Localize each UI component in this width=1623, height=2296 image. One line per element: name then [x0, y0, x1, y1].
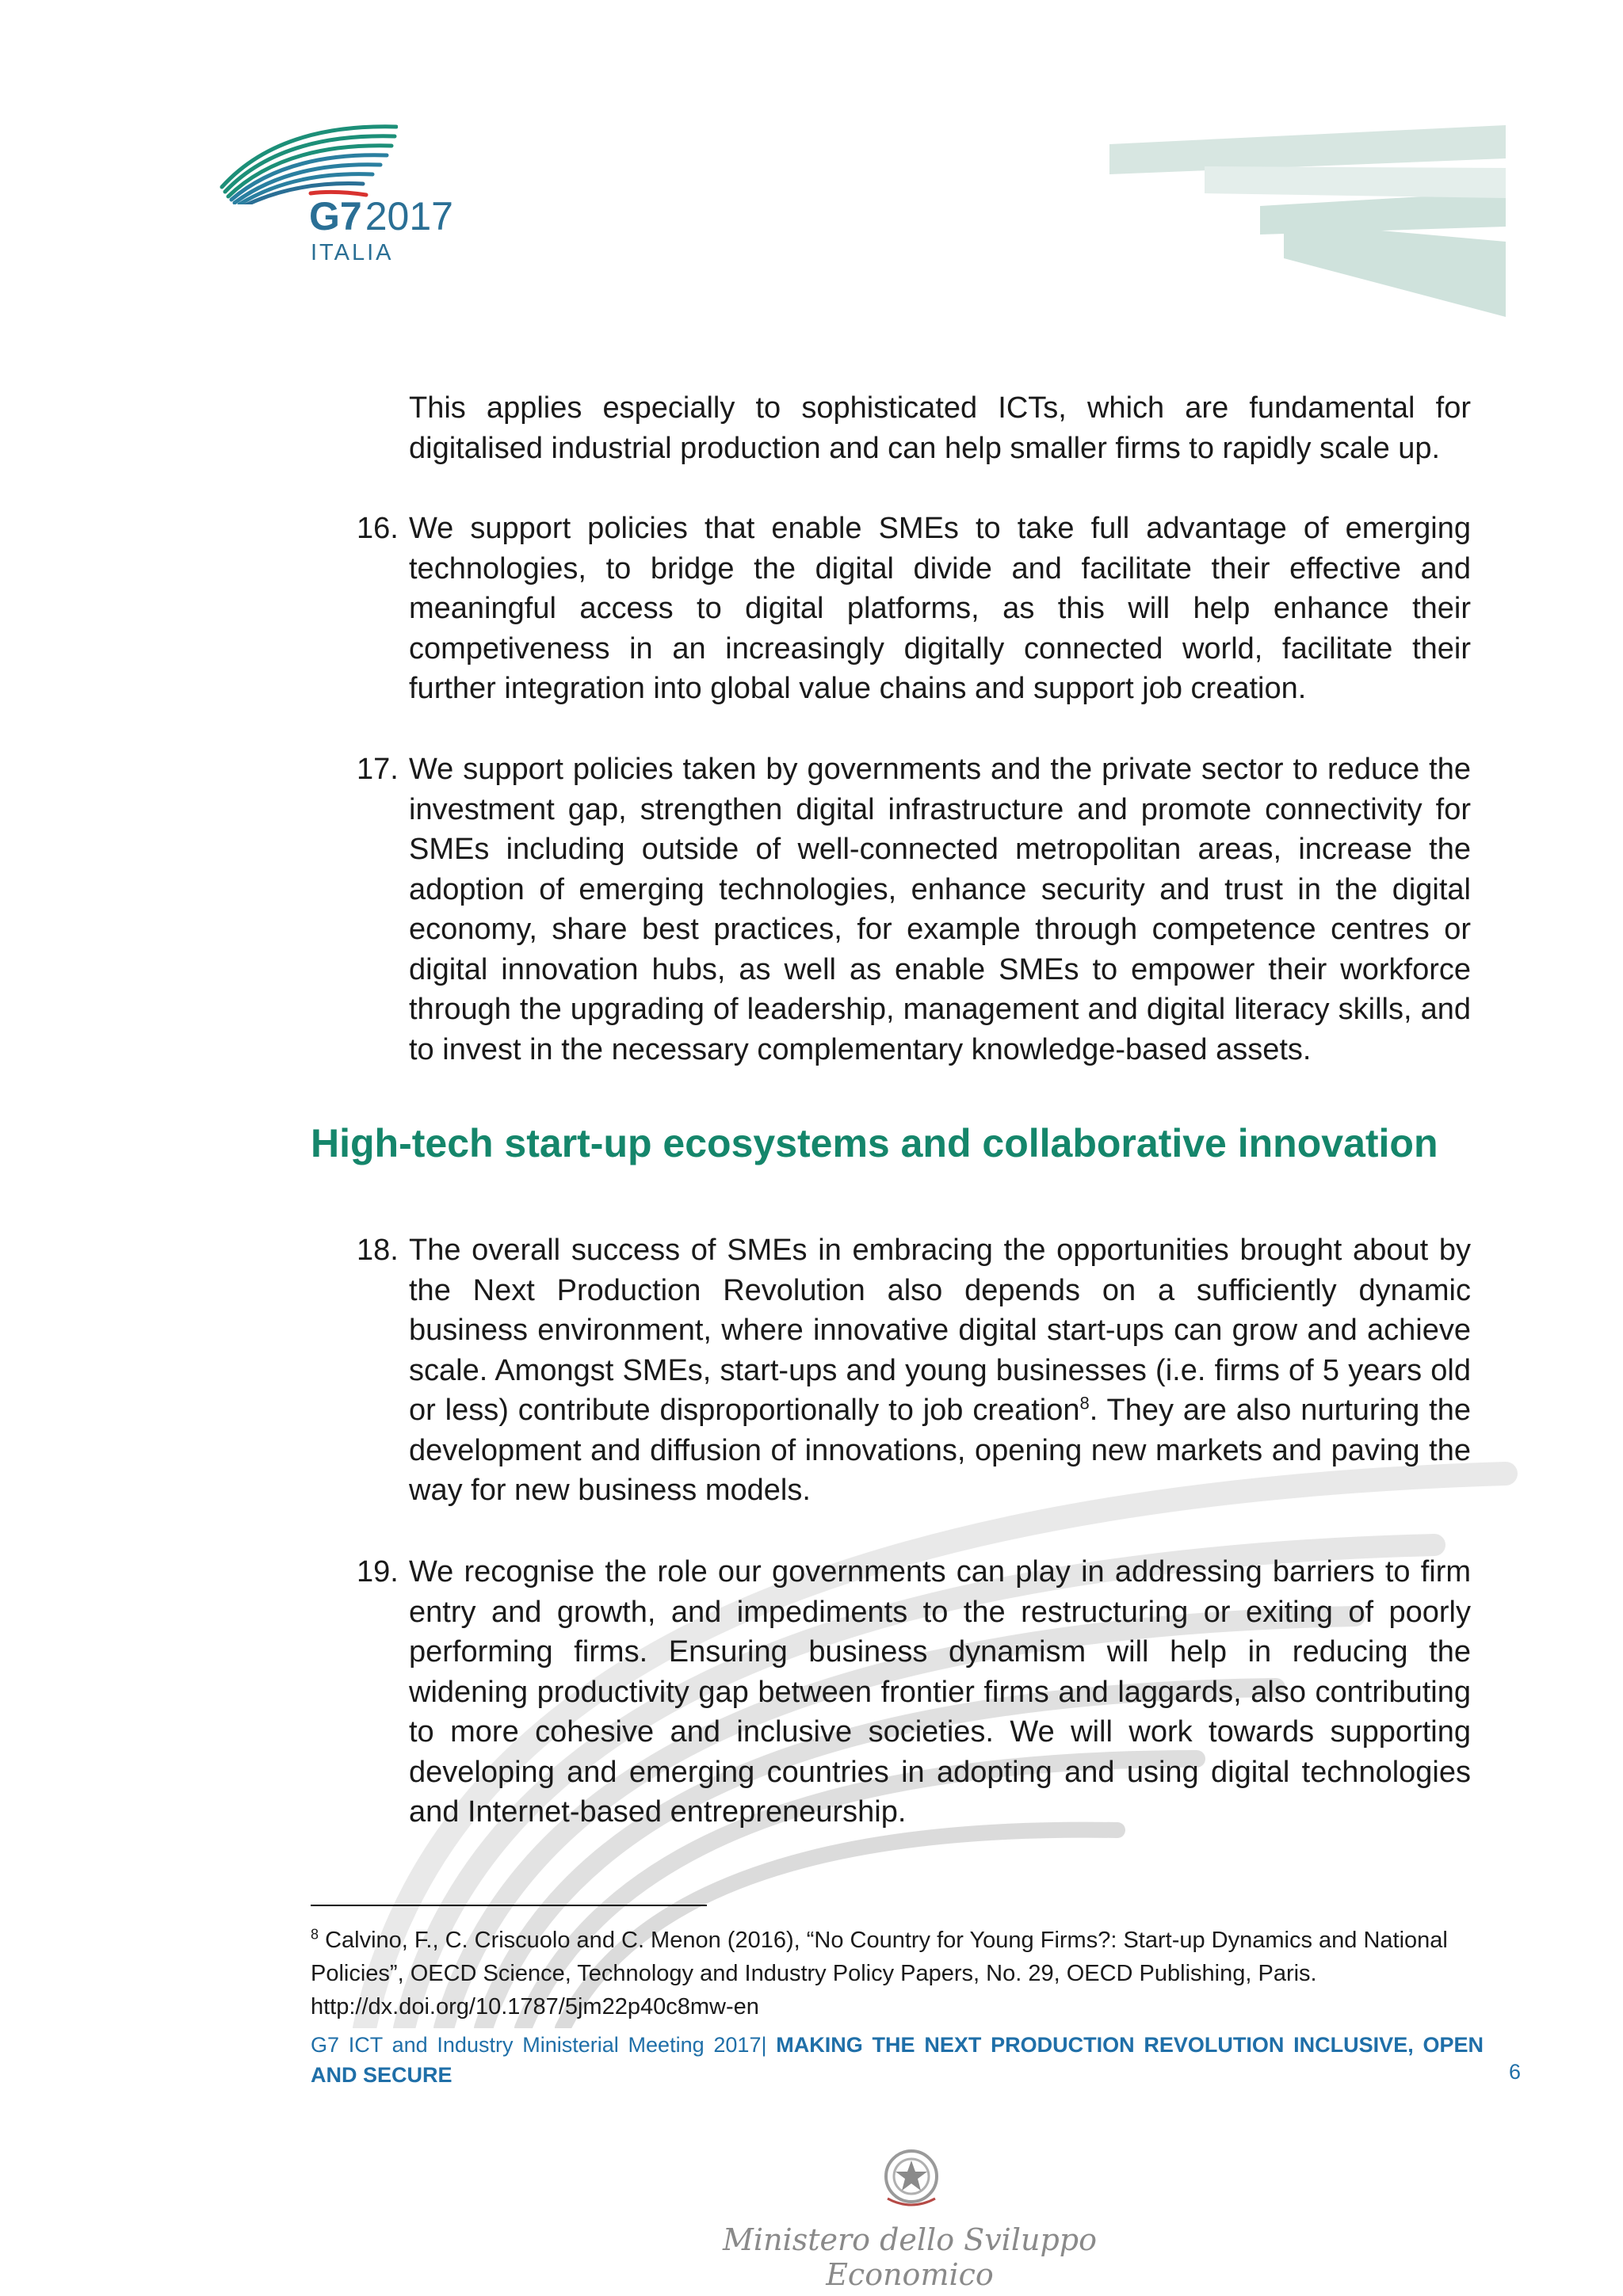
logo-year-text: 2017	[365, 194, 453, 238]
intro-paragraph: This applies especially to sophisticated ICTs, which are fundamental for digitalised industrial production and can help smaller firms to rapidly scale up.	[409, 391, 1471, 465]
footnote	[311, 1924, 1484, 2023]
italian-emblem-icon	[880, 2143, 943, 2211]
paragraph-18-text-start: The overall success of SMEs in embracing the opportunities brought about by the Next Production Revolution also depends on a sufficiently dynamic business environment, where innovative digital start-ups can grow and achieve scale. Amongst SMEs, start-ups and young businesses (i.e. firms of 5 years old or less) contribute disproportionally to job creation	[409, 1234, 1471, 1427]
g7-arcs-icon	[208, 117, 398, 204]
page-number: 6	[1509, 2060, 1522, 2084]
g7-logo	[208, 117, 469, 276]
paragraph-18-text-end: . They are also nurturing the development and diffusion of innovations, opening new markets and paving the way for new business models.	[409, 1394, 1472, 1507]
page-footer	[311, 2030, 1484, 2090]
paragraph-18-number: 18.	[357, 1234, 399, 1267]
paragraph-16: We support policies that enable SMEs to take full advantage of emerging technologies, to bridge the digital divide and facilitate their effective and meaningful access to digital platforms, as this will help enhance their competiveness in an increasingly digitally connected world, facilitate their further integration into global value chains and support job creation.	[409, 512, 1471, 705]
logo-g7-text: G7	[309, 194, 362, 238]
footer-title: MAKING THE NEXT PRODUCTION REVOLUTION INCLUSIVE, OPEN AND SECURE	[311, 2033, 1484, 2087]
paragraph-16-number: 16.	[357, 512, 399, 545]
logo-country-text: ITALIA	[311, 240, 394, 265]
footnote-text: Calvino, F., C. Criscuolo and C. Menon (2016), “No Country for Young Firms?: Start-up Dynamics and National Policies”, OECD Science, Technology and Industry Policy Papers, No. 29, OECD Publishing, Paris. http://dx.doi.org/10.1787/5jm22p40c8mw-en	[311, 1928, 1448, 2019]
paragraph-17-number: 17.	[357, 753, 399, 786]
footnote-marker: 8	[311, 1926, 319, 1943]
footnote-divider	[311, 1905, 707, 1906]
paragraph-17: We support policies taken by governments and the private sector to reduce the investment gap, strengthen digital infrastructure and promote connectivity for SMEs including outside of well-connected metropolitan areas, increase the adoption of emerging technologies, enhance security and trust in the digital economy, share best practices, for example through competence centres or digital innovation hubs, as well as enable SMEs to empower their workforce through the upgrading of leadership, management and digital literacy skills, and to invest in the necessary complementary knowledge-based assets.	[409, 753, 1471, 1066]
footer-separator: |	[761, 2033, 777, 2057]
paragraph-19-number: 19.	[357, 1555, 399, 1589]
paragraph-18	[409, 1230, 1471, 1511]
footnote-reference[interactable]: 8	[1079, 1393, 1090, 1413]
logo-wordmark	[309, 196, 453, 236]
decorative-stripes-icon	[1109, 119, 1506, 325]
footer-event: G7 ICT and Industry Ministerial Meeting 2017	[311, 2033, 762, 2057]
section-heading: High-tech start-up ecosystems and collaborative innovation	[311, 1121, 1438, 1165]
ministry-name: Ministero dello Sviluppo Economico	[723, 2222, 1097, 2292]
paragraph-19: We recognise the role our governments can play in addressing barriers to firm entry and growth, and impediments to the restructuring or exiting of poorly performing firms. Ensuring business dynamism will help in reducing the widening productivity gap between frontier firms and laggards, also contributing to more cohesive and inclusive societies. We will work towards supporting developing and emerging countries in adopting and using digital technologies and Internet-based entrepreneurship.	[409, 1555, 1471, 1829]
